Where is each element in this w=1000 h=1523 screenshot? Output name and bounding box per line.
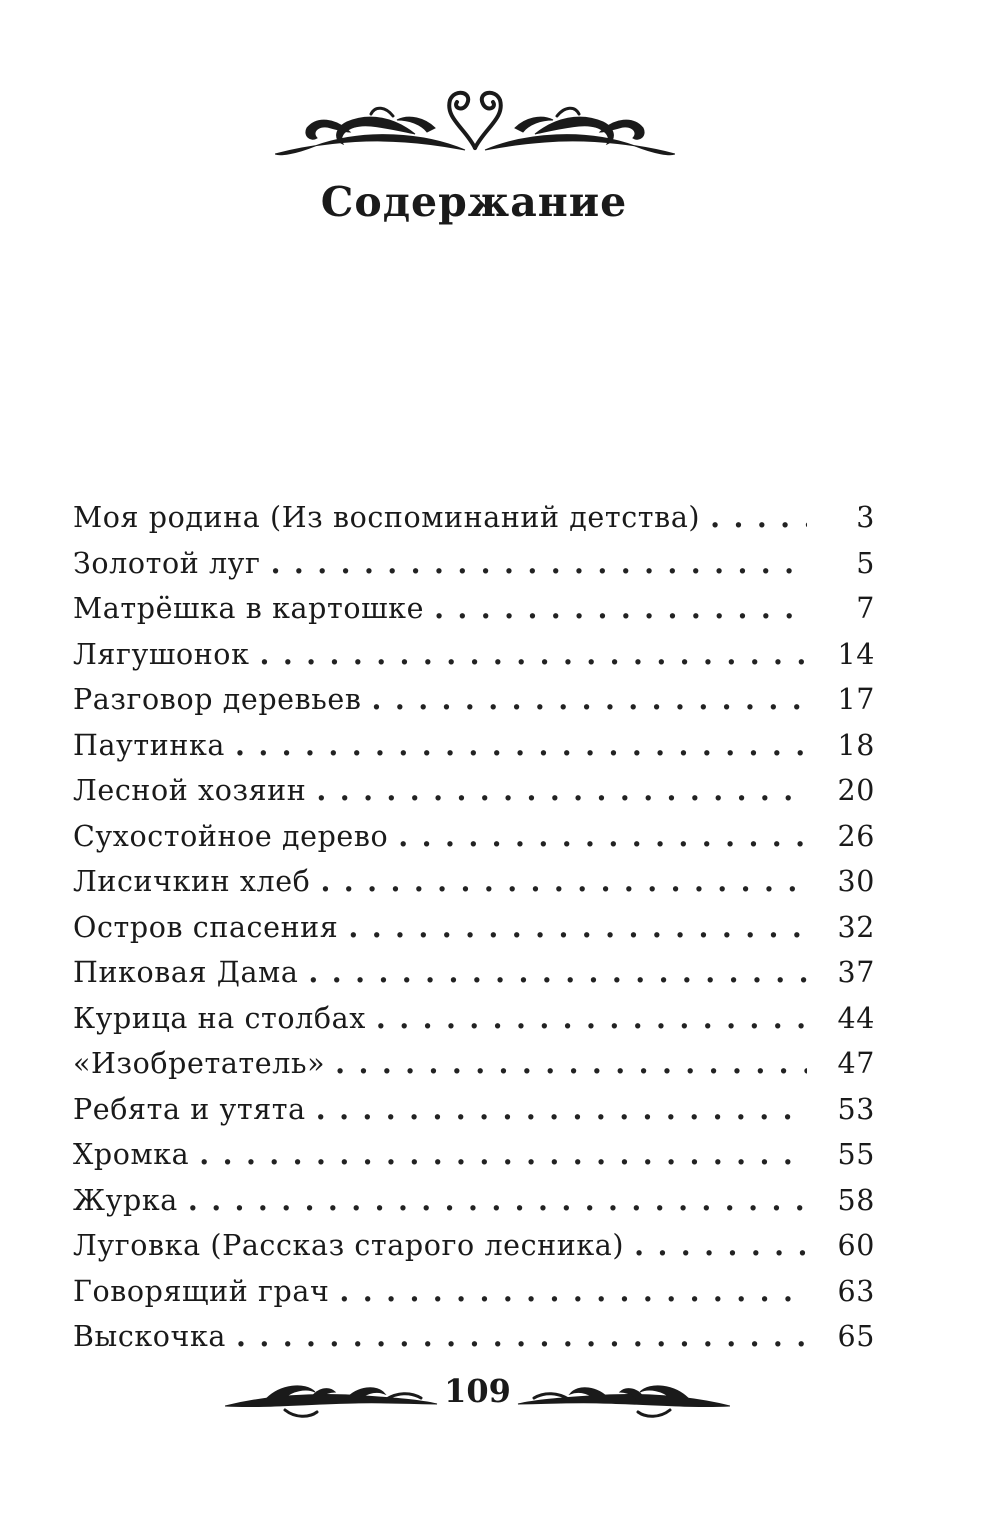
dot-leader	[235, 723, 807, 769]
toc-row	[73, 1041, 875, 1087]
dot-leader	[348, 905, 807, 951]
dot-leader	[339, 1269, 807, 1315]
toc-entry-page: 53	[837, 1092, 875, 1126]
toc-entry-title: Говорящий грач	[73, 1274, 330, 1308]
dot-leader	[634, 1223, 807, 1269]
toc-row	[73, 1269, 875, 1315]
toc-entry-page: 63	[837, 1274, 875, 1308]
toc-entry-page: 58	[837, 1183, 875, 1217]
toc-row	[73, 495, 875, 541]
toc-entry-title: Лягушонок	[73, 637, 250, 671]
dot-leader	[316, 768, 807, 814]
page-number: 109	[444, 1372, 511, 1410]
dot-leader	[398, 814, 807, 860]
toc-row	[73, 1087, 875, 1133]
page-title: Содержание	[320, 178, 628, 226]
toc-entry-title: Матрёшка в картошке	[73, 592, 425, 625]
toc-entry-title: Паутинка	[73, 728, 225, 762]
toc-entry-title: Журка	[73, 1183, 178, 1217]
toc-entry-page: 30	[837, 865, 875, 898]
toc-entry-title: Ребята и утята	[73, 1092, 306, 1126]
toc-entry-page: 47	[837, 1047, 875, 1080]
toc-entry-title: Выскочка	[73, 1320, 227, 1353]
toc-row	[73, 768, 875, 814]
toc-entry-title: Золотой луг	[73, 546, 261, 580]
toc-row	[73, 814, 875, 860]
toc-entry-page: 44	[837, 1001, 875, 1035]
toc-entry-title: Лисичкин хлеб	[73, 865, 311, 898]
toc-entry-title: Лесной хозяин	[73, 774, 307, 807]
dot-leader	[376, 996, 807, 1042]
toc-entry-page: 18	[837, 728, 875, 762]
table-of-contents	[73, 495, 875, 1360]
toc-row	[73, 1314, 875, 1360]
dot-leader	[320, 859, 807, 905]
toc-entry-title: Моя родина (Из воспоминаний детства)	[73, 501, 701, 534]
toc-row	[73, 677, 875, 723]
dot-leader	[308, 950, 807, 996]
toc-row	[73, 723, 875, 769]
toc-row	[73, 1178, 875, 1224]
toc-row	[73, 1223, 875, 1269]
dot-leader	[372, 677, 807, 723]
toc-entry-page: 5	[856, 546, 875, 580]
toc-entry-page: 3	[856, 501, 875, 534]
toc-entry-title: Разговор деревьев	[73, 683, 362, 716]
toc-entry-title: Пиковая Дама	[73, 956, 299, 989]
toc-row	[73, 996, 875, 1042]
toc-entry-page: 65	[837, 1320, 875, 1353]
dot-leader	[271, 541, 807, 587]
toc-row	[73, 586, 875, 632]
toc-entry-page: 7	[856, 592, 875, 625]
toc-entry-page: 60	[837, 1229, 875, 1262]
toc-entry-title: «Изобретатель»	[73, 1047, 326, 1080]
top-flourish-ornament-icon	[275, 88, 675, 166]
toc-entry-page: 32	[837, 910, 875, 944]
toc-entry-page: 55	[837, 1138, 875, 1171]
toc-row	[73, 859, 875, 905]
dot-leader	[199, 1132, 807, 1178]
dot-leader	[259, 632, 807, 678]
toc-row	[73, 950, 875, 996]
dot-leader	[710, 495, 807, 541]
dot-leader	[236, 1314, 807, 1360]
toc-entry-title: Остров спасения	[73, 910, 339, 944]
toc-entry-page: 26	[837, 819, 875, 853]
dot-leader	[434, 586, 807, 632]
dot-leader	[316, 1087, 807, 1133]
toc-row	[73, 1132, 875, 1178]
toc-row	[73, 541, 875, 587]
dot-leader	[335, 1041, 807, 1087]
dot-leader	[188, 1178, 807, 1224]
toc-row	[73, 905, 875, 951]
toc-entry-title: Сухостойное дерево	[73, 819, 389, 853]
toc-entry-page: 37	[837, 956, 875, 989]
toc-entry-page: 14	[837, 637, 875, 671]
toc-entry-page: 17	[837, 683, 875, 716]
toc-entry-title: Хромка	[73, 1138, 190, 1171]
toc-entry-page: 20	[837, 774, 875, 807]
toc-row	[73, 632, 875, 678]
toc-entry-title: Луговка (Рассказ старого лесника)	[73, 1229, 625, 1262]
toc-entry-title: Курица на столбах	[73, 1001, 366, 1035]
